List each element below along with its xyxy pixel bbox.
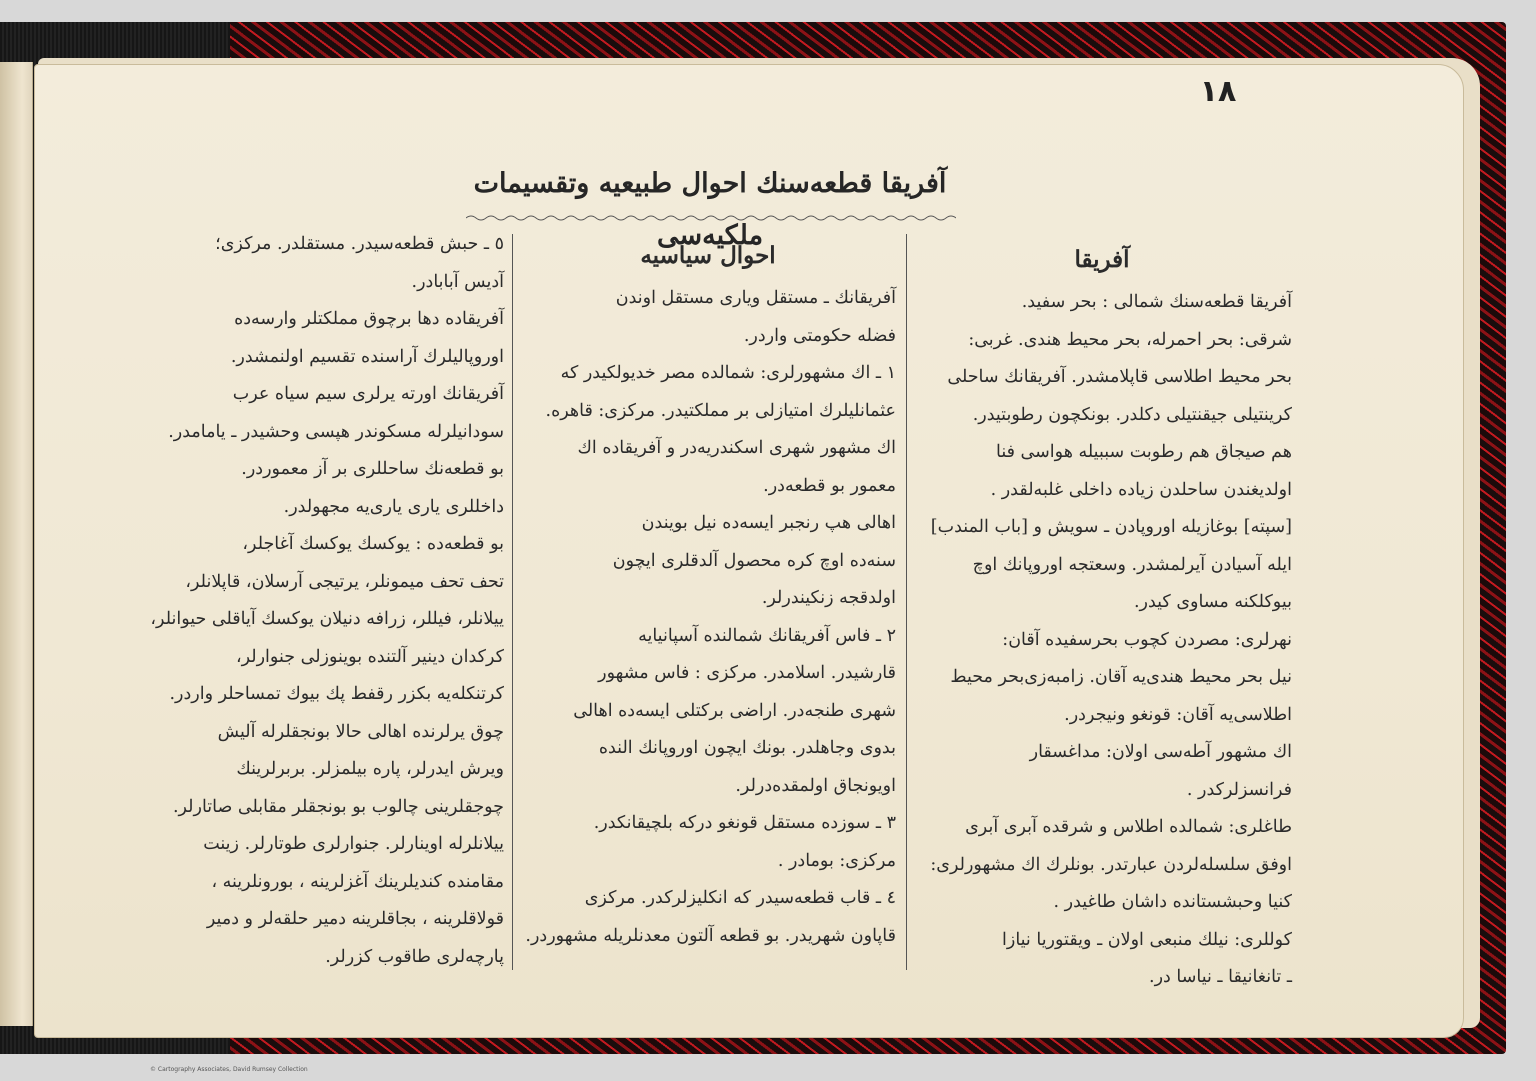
text-line: چوجقلرينى چالوب بو بونجقلر مقابلى صاتارلر.: [172, 796, 504, 817]
text-line: بحر محيط اطلاسى قاپلامشدر. آفريقانك ساحلى: [947, 367, 1292, 387]
text-line: سنه‌ده اوچ كره محصول آلدقلرى ايچون: [612, 550, 896, 571]
column-right: [912, 240, 1292, 987]
text-line: ٢ ـ فاس آفريقانك شمالنده آسپانيايه: [638, 625, 896, 646]
text-line: داخللرى يارى يارى‌يه مجهولدر.: [283, 496, 504, 517]
text-line: بيوكلكنه مساوى كيدر.: [1133, 592, 1292, 612]
text-line: كركدان دينير آلتنده بوينوزلى جنوارلر،: [235, 646, 504, 667]
text-line: سودانيلرله مسكوندر هپسى وحشيدر ـ يامامدر.: [168, 421, 504, 442]
column-left: [124, 226, 504, 966]
text-line: اطلاسى‌يه آقان: قونغو ونيجردر.: [1064, 704, 1292, 725]
text-line: قولاقلرينه ، بجاقلرينه دمير حلقه‌لر و دمير: [206, 909, 504, 929]
text-line: بو قطعه‌ده : يوكسك يوكسك آغاجلر،: [242, 534, 504, 554]
text-line: كنيا وحبشستانده داشان طاغيدر .: [1053, 892, 1292, 912]
text-line: شرقى: بحر احمرله، بحر محيط هندى. غربى:: [968, 329, 1292, 350]
column-middle: [520, 236, 896, 964]
text-line: اك مشهور شهرى اسكندريه‌در و آفريقاده اك: [577, 438, 896, 458]
text-line: معمور بو قطعه‌در.: [763, 475, 896, 496]
column-divider-right: [906, 234, 907, 970]
text-line: ٤ ـ قاب قطعه‌سيدر كه انكليزلركدر. مركزى: [584, 888, 896, 908]
text-line: قاپاون شهريدر. بو قطعه آلتون معدنلريله مشهوردر.: [525, 925, 896, 946]
text-line: ١ ـ اك مشهورلرى: شمالده مصر خديولكيدر كه: [560, 363, 896, 383]
page-title: آفريقا قطعه‌سنك احوال طبيعيه وتقسيمات ملكيه‌سى: [473, 168, 947, 251]
text-line: كرتنكله‌يه بكزر رقفط پك بيوك تمساحلر واردر.: [169, 684, 504, 704]
text-line: چوق يرلرنده اهالى حالا بونجقلرله آليش: [217, 721, 504, 742]
column-right-heading: آفريقا: [1074, 246, 1130, 273]
column-middle-heading: احوال سياسيه: [640, 242, 776, 269]
left-page-edge: [0, 62, 33, 1026]
text-line: [سپته] بوغازيله اوروپادن ـ سويش و [باب المندب]: [930, 517, 1292, 537]
text-line: فضله حكومتى واردر.: [743, 325, 896, 346]
text-line: اك مشهور آطه‌سى اولان: مداغسقار: [1029, 742, 1292, 762]
text-line: اولدقجه زنكيندرلر.: [761, 588, 896, 608]
text-line: آديس آبابادر.: [411, 271, 504, 292]
text-line: ايله آسيادن آيرلمشدر. وسعتجه اوروپانك اوچ: [972, 554, 1292, 575]
text-line: اوروپاليلرك آراسنده تقسيم اولنمشدر.: [230, 346, 504, 367]
text-line: فرانسزلركدر .: [1186, 779, 1292, 800]
text-line: مركزى: بومادر .: [777, 850, 896, 871]
text-line: تحف تحف ميمونلر، يرتيجى آرسلان، قاپلانلر،: [185, 571, 504, 592]
text-line: پارچه‌لرى طاقوب كزرلر.: [325, 946, 504, 967]
text-line: كوللرى: نيلك منبعى اولان ـ ويقتوريا نيازا: [1002, 929, 1292, 950]
text-line: نهرلرى: مصردن كچوب بحرسفيده آقان:: [1002, 629, 1292, 650]
text-line: قارشيدر. اسلامدر. مركزى : فاس مشهور: [598, 663, 896, 683]
text-line: عثمانليلرك امتيازلى بر مملكتيدر. مركزى: قاهره.: [545, 400, 896, 421]
text-line: اولديغندن ساحلدن زياده داخلى غلبه‌لقدر .: [990, 479, 1292, 500]
text-line: بدوى وجاهلدر. بونك ايچون اوروپانك النده: [598, 738, 896, 758]
text-line: نيل بحر محيط هندى‌يه آقان. زامبه‌زى‌بحر محيط: [950, 667, 1292, 687]
text-line: آفريقا قطعه‌سنك شمالى : بحر سفيد.: [1021, 292, 1292, 312]
column-left-text: [124, 226, 504, 976]
title-wavy-rule: [466, 214, 956, 222]
text-line: آفريقانك اورته يرلرى سيم سياه عرب: [232, 384, 504, 404]
page-number: ١٨: [1199, 74, 1237, 109]
text-line: طاغلرى: شمالده اطلاس و شرقده آبرى آبرى: [965, 817, 1292, 837]
text-line: كرينتيلى جيقنتيلى دكلدر. بونكچون رطوبتيدر.: [972, 404, 1292, 425]
text-line: هم صيجاق هم رطوبت سببيله هواسى فنا: [996, 442, 1292, 462]
text-line: ييلانلر، فيللر، زرافه دنيلان يوكسك آياقلى حيوانلر،: [150, 609, 504, 629]
text-line: مقامنده كنديلرينك آغزلرينه ، بورونلرينه ،: [211, 871, 504, 892]
text-line: ٣ ـ سوزده مستقل قونغو دركه بلچيقانكدر.: [593, 813, 896, 833]
text-line: بو قطعه‌نك ساحللرى بر آز معموردر.: [241, 459, 504, 479]
text-line: آفريقانك ـ مستقل ويارى مستقل اوندن: [615, 288, 896, 308]
column-middle-text: [520, 280, 896, 955]
text-line: ـ تانغانيقا ـ نياسا در.: [1149, 967, 1292, 987]
text-line: ييلانلرله اوينارلر. جنوارلرى طوتارلر. زينت: [203, 834, 504, 854]
text-line: اوفق سلسله‌لردن عبارتدر. بونلرك اك مشهورلرى:: [930, 854, 1292, 875]
credit-line: © Cartography Associates, David Rumsey Collection: [150, 1066, 308, 1073]
column-divider-left: [512, 234, 513, 970]
text-line: اهالى هپ رنجبر ايسه‌ده نيل بويندن: [641, 513, 896, 533]
text-line: شهرى طنجه‌در. اراضى بركتلى ايسه‌ده اهالى: [573, 700, 896, 721]
text-line: اويونجاق اولمقده‌درلر.: [735, 775, 896, 796]
text-line: ويرش ايدرلر، پاره بيلمزلر. بربرلرينك: [236, 759, 504, 779]
text-line: ٥ ـ حبش قطعه‌سيدر. مستقلدر. مركزى؛: [215, 234, 504, 254]
column-right-text: [912, 284, 1292, 997]
text-line: آفريقاده دها برچوق مملكتلر وارسه‌ده: [234, 309, 504, 329]
